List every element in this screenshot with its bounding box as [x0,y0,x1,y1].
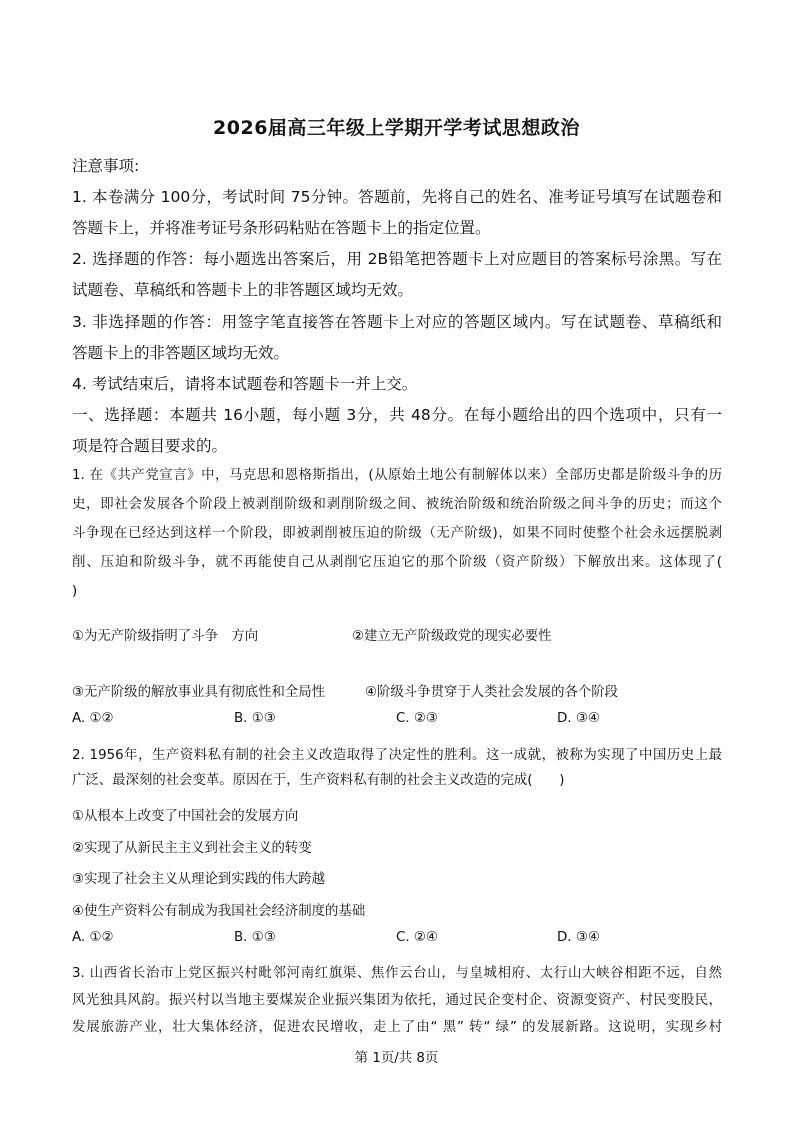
q1-item-1: ①为无产阶级指明了斗争 方向 [72,629,259,644]
note-line: 答题卡上的非答题区域均无效。 [72,344,290,362]
section-heading: 一、选择题：本题共 16小题，每小题 3分，共 48分。在每小题给出的四个选项中，只有一 [72,406,722,424]
q1-item-2: ②建立无产阶级政党的现实必要性 [352,629,552,644]
q1-stem-line: 斗争现在已经达到这样一个阶段，即被剥削被压迫的阶级（无产阶级)，如果不同时使整个社会永远摆脱剥 [72,526,722,541]
q1-stem-line: 削、压迫和阶级斗争，就不再能使自己从剥削它压迫它的那个阶级（资产阶级）下解放出来。这体现了( [72,555,722,570]
q2-stem-line: 2. 1956年，生产资料私有制的社会主义改造取得了决定性的胜利。这一成就，被称为实现了中国历史上最 [72,748,722,763]
note-line: 答题卡上，并将准考证号条形码粘贴在答题卡上的指定位置。 [72,219,491,237]
q2-choice-b: B. ①③ [234,930,276,945]
q2-choice-c: C. ②④ [396,930,438,945]
note-line: 4. 考试结束后，请将本试题卷和答题卡一并上交。 [72,375,418,393]
notes-heading: 注意事项: [72,157,140,175]
q1-choice-d: D. ③④ [557,711,600,726]
q3-stem-line: 发展旅游产业，壮大集体经济，促进农民增收，走上了由“ 黑” 转“ 绿” 的发展新路。这说明，实现乡村 [72,1020,722,1035]
q2-item-1: ①从根本上改变了中国社会的发展方向 [72,809,299,824]
note-line: 试题卷、草稿纸和答题卡上的非答题区域均无效。 [72,281,414,299]
q1-item-4: ④阶级斗争贯穿于人类社会发展的各个阶段 [365,685,619,700]
page-footer: 第 1页/共 8页 [354,1051,439,1066]
q1-stem-line: 1. 在《共产党宣言》中，马克思和恩格斯指出，(从原始土地公有制解体以来）全部历史都是阶级斗争的历 [72,468,722,483]
q1-stem-line: ) [72,584,78,599]
section-heading: 项是符合题目要求的。 [72,437,228,455]
page-title: 2026届高三年级上学期开学考试思想政治 [213,117,580,139]
q2-item-3: ③实现了社会主义从理论到实践的伟大跨越 [72,872,326,887]
q2-item-2: ②实现了从新民主主义到社会主义的转变 [72,841,312,856]
q1-choice-a: A. ①② [72,711,114,726]
q1-choice-b: B. ①③ [234,711,276,726]
note-line: 1. 本卷满分 100分，考试时间 75分钟。答题前，先将自己的姓名、准考证号填写在试题卷和 [72,188,722,206]
q2-stem-line: 广泛、最深刻的社会变革。原因在于，生产资料私有制的社会主义改造的完成( ) [72,773,565,788]
note-line: 3. 非选择题的作答：用签字笔直接答在答题卡上对应的答题区域内。写在试题卷、草稿纸和 [72,313,722,331]
note-line: 2. 选择题的作答：每小题选出答案后，用 2B铅笔把答题卡上对应题目的答案标号涂黑。写在 [72,250,722,268]
q3-stem-line: 3. 山西省长治市上党区振兴村毗邻河南红旗渠、焦作云台山，与皇城相府、太行山大峡谷相距不远，自然 [72,966,722,981]
q2-choice-a: A. ①② [72,930,114,945]
q1-choice-c: C. ②③ [396,711,438,726]
q2-item-4: ④使生产资料公有制成为我国社会经济制度的基础 [72,904,366,919]
q2-choice-d: D. ③④ [557,930,600,945]
q3-stem-line: 风光独具风韵。振兴村以当地主要煤炭企业振兴集团为依托，通过民企变村企、资源变资产、村民变股民， [72,993,722,1008]
q1-item-3: ③无产阶级的解放事业具有彻底性和全局性 [72,685,326,700]
q1-stem-line: 史，即社会发展各个阶段上被剥削阶级和剥削阶级之间、被统治阶级和统治阶级之间斗争的历史；而这个 [72,497,722,512]
